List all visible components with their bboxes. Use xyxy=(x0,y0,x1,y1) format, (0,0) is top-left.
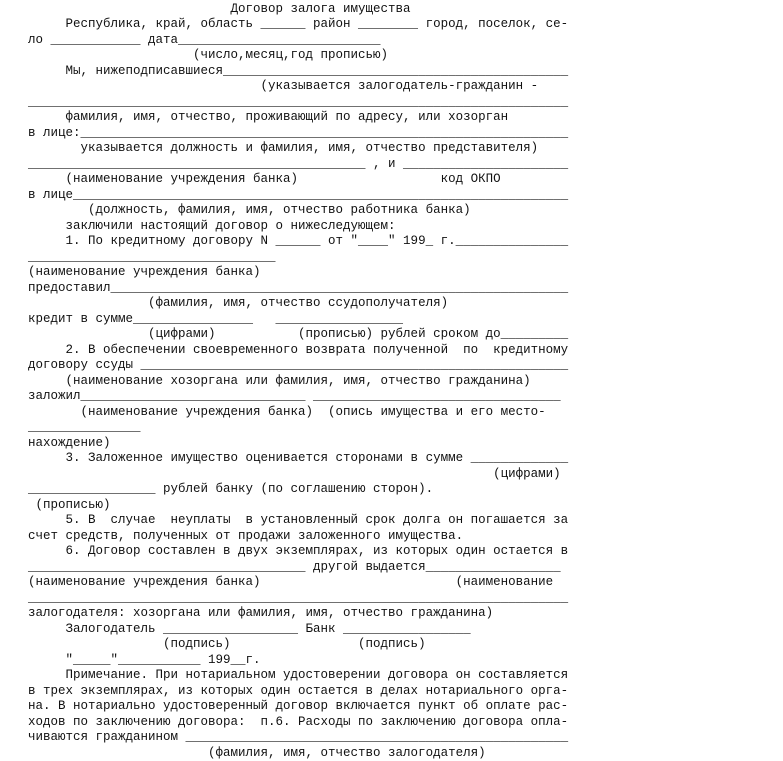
document-line: Залогодатель __________________ Банк _________________ xyxy=(28,622,471,636)
document-line: фамилия, имя, отчество, проживающий по адресу, или хозорган xyxy=(28,110,509,124)
document-line: залогодателя: хозоргана или фамилия, имя, отчество гражданина) xyxy=(28,606,494,620)
document-line: (прописью) xyxy=(28,498,111,512)
document-line: чиваются гражданином ___________________________________________________ xyxy=(28,730,569,744)
document-line: (фамилия, имя, отчество ссудополучателя) xyxy=(28,296,449,310)
document-line: в трех экземплярах, из которых один остается в делах нотариального орга- xyxy=(28,684,569,698)
document-line: (наименование учреждения банка) (опись имущества и его место- xyxy=(28,405,546,419)
document-line: (должность, фамилия, имя, отчество работника банка) xyxy=(28,203,471,217)
document-line: (наименование учреждения банка) xyxy=(28,265,261,279)
document-line: 6. Договор составлен в двух экземплярах, из которых один остается в xyxy=(28,544,569,558)
document-line: _____________________________________ другой выдается__________________ xyxy=(28,560,561,574)
document-line: ________________________________________________________________________ xyxy=(28,591,569,605)
document-line: 2. В обеспечении своевременного возврата полученной по кредитному xyxy=(28,343,569,357)
document-line: "_____"___________ 199__г. xyxy=(28,653,261,667)
document-line: (наименование учреждения банка) (наименование xyxy=(28,575,554,589)
document-line: предоставил_____________________________________________________________ xyxy=(28,281,569,295)
document-line: 1. По кредитному договору N ______ от "____" 199_ г._______________ xyxy=(28,234,569,248)
document-line: договору ссуды _________________________________________________________ xyxy=(28,358,569,372)
document-line: указывается должность и фамилия, имя, отчество представителя) xyxy=(28,141,539,155)
document-line: Мы, нижеподписавшиеся______________________________________________ xyxy=(28,64,569,78)
document-line: ходов по заключению договора: п.6. Расходы по заключению договора опла- xyxy=(28,715,569,729)
document-line: (цифрами) xyxy=(28,467,561,481)
document-line: _____________________________________________ , и ______________________ xyxy=(28,157,569,171)
document-line: (наименование учреждения банка) код ОКПО xyxy=(28,172,501,186)
document-line: _________________________________ xyxy=(28,250,276,264)
document-line: (подпись) (подпись) xyxy=(28,637,426,651)
document-line: кредит в сумме________________ _________________ xyxy=(28,312,404,326)
document-line: в лице__________________________________________________________________ xyxy=(28,188,569,202)
document-line: в лице:_________________________________________________________________ xyxy=(28,126,569,140)
document-line: 5. В случае неуплаты в установленный срок долга он погашается за xyxy=(28,513,569,527)
document-line: Примечание. При нотариальном удостоверении договора он составляется xyxy=(28,668,569,682)
document-line: на. В нотариально удостоверенный договор включается пункт об оплате рас- xyxy=(28,699,569,713)
document-line: заключили настоящий договор о нижеследующем: xyxy=(28,219,396,233)
document-title: Договор залога имущества xyxy=(28,2,411,16)
document-line: счет средств, полученных от продажи заложенного имущества. xyxy=(28,529,464,543)
document-line: (цифрами) (прописью) рублей сроком до_________ xyxy=(28,327,569,341)
document-line: ло ____________ дата___________________________ xyxy=(28,33,381,47)
document-line: нахождение) xyxy=(28,436,111,450)
document-line: _______________ xyxy=(28,420,141,434)
document-line: Республика, край, область ______ район ________ город, поселок, се- xyxy=(28,17,569,31)
document-line: 3. Заложенное имущество оценивается сторонами в сумме _____________ xyxy=(28,451,569,465)
document-line: (фамилия, имя, отчество залогодателя) xyxy=(28,746,486,760)
document-line: (наименование хозоргана или фамилия, имя, отчество гражданина) xyxy=(28,374,531,388)
document-line: ________________________________________________________________________ xyxy=(28,95,569,109)
document-line: заложил______________________________ _________________________________ xyxy=(28,389,561,403)
document-line: (число,месяц,год прописью) xyxy=(28,48,389,62)
document-line: _________________ рублей банку (по соглашению сторон). xyxy=(28,482,434,496)
document-line: (указывается залогодатель-гражданин - xyxy=(28,79,539,93)
